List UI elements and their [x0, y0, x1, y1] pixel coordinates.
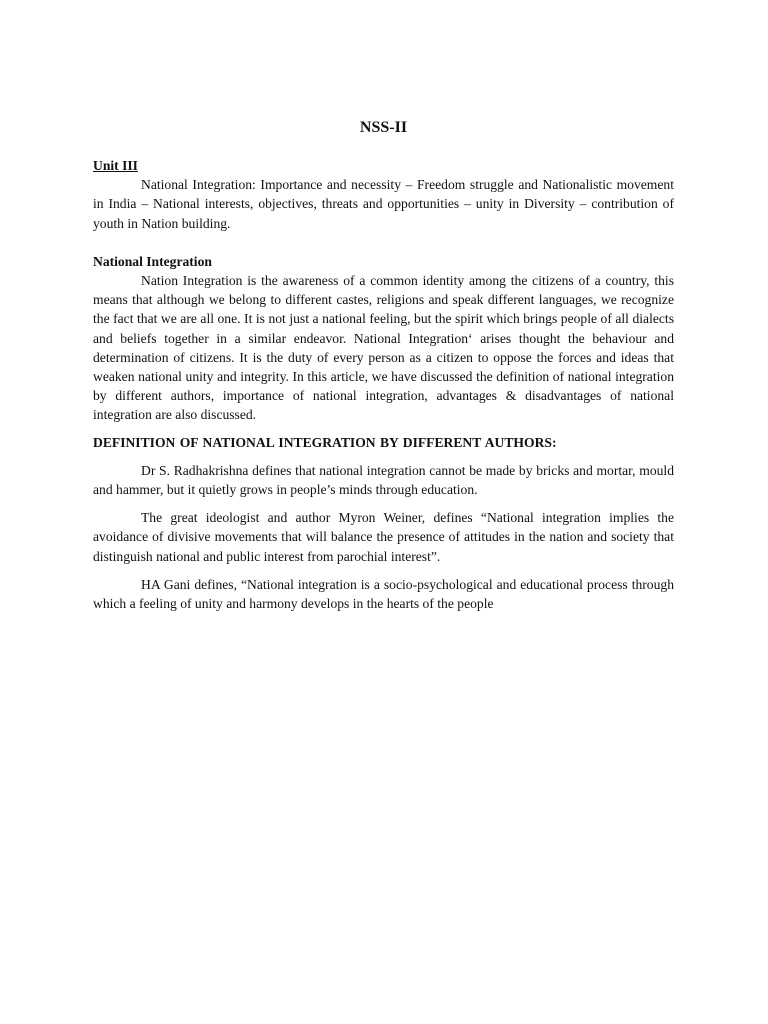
definitions-heading: DEFINITION OF NATIONAL INTEGRATION BY DIFFERENT AUTHORS: [93, 434, 557, 450]
unit-heading: Unit III [93, 158, 138, 173]
definition-paragraph: HA Gani defines, “National integration is a socio-psychological and educational process through which a feeling of unity and harmony develops in the hearts of the people [93, 576, 674, 612]
unit-summary: National Integration: Importance and necessity – Freedom struggle and Nationalistic movement in India – National interests, objectives, threats and opportunities – unity in Diversity – contribution of youth in Nation building. [93, 177, 674, 231]
document-content [93, 118, 674, 622]
definition-paragraph: Dr S. Radhakrishna defines that national integration cannot be made by bricks and mortar, mould and hammer, but it quietly grows in people’s minds through education. [93, 462, 674, 498]
definition-paragraph: The great ideologist and author Myron Weiner, defines “National integration implies the avoidance of divisive movements that will balance the presence of attitudes in the nation and society that distinguish national and public interest from parochial interest”. [93, 510, 674, 564]
section-body: Nation Integration is the awareness of a common identity among the citizens of a country, this means that although we belong to different castes, religions and speak different languages, we recognize the fact that we are all one. It is not just a national feeling, but the spirit which brings people of all dialects and beliefs together in a similar endeavor. National Integration‘ arises thought the behaviour and determination of citizens. It is the duty of every person as a citizen to oppose the forces and ideas that weaken national unity and integrity. In this article, we have discussed the definition of national integration by different authors, importance of national integration, advantages & disadvantages of national integration are also discussed. [93, 273, 674, 423]
page-title: NSS-II [359, 119, 408, 136]
section-heading: National Integration [93, 253, 212, 269]
